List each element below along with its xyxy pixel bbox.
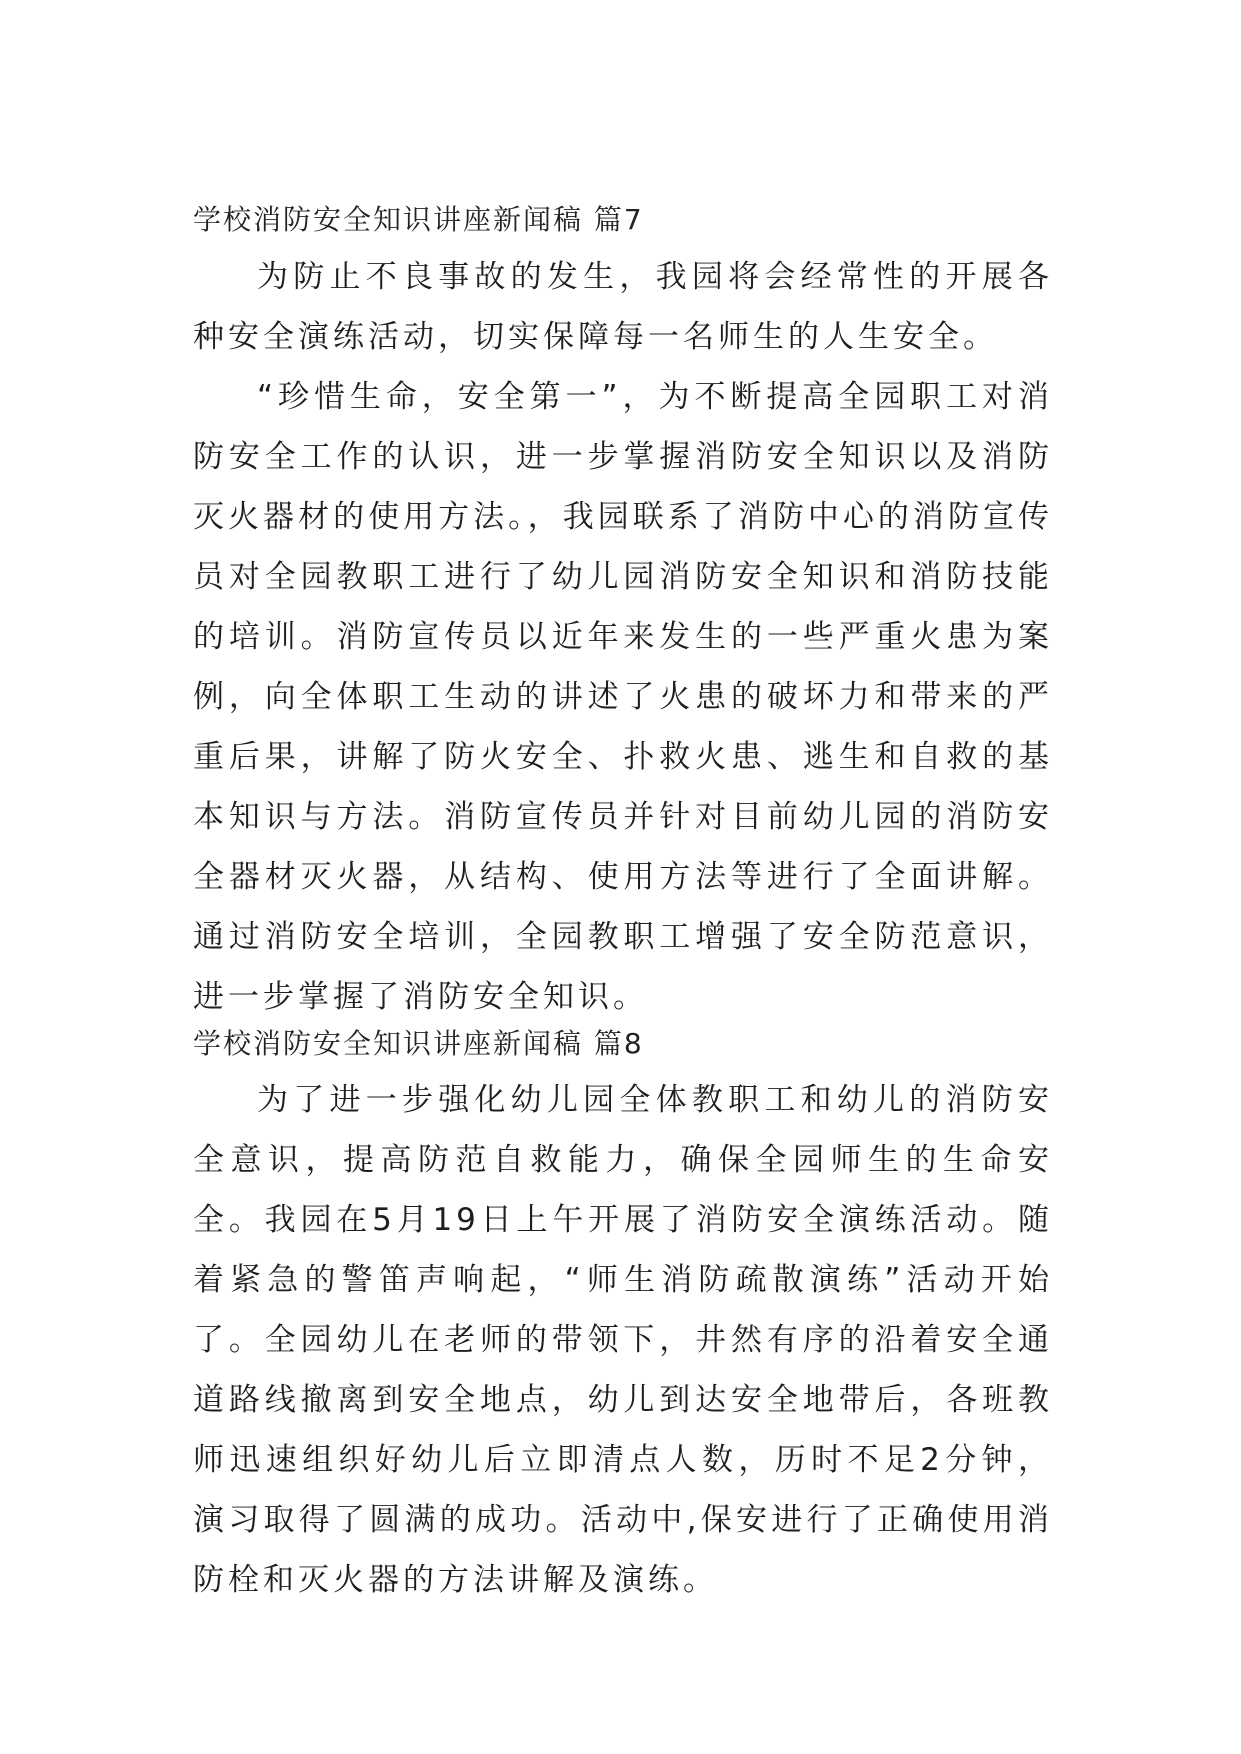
paragraph-7-1: 为防止不良事故的发生，我园将会经常性的开展各种安全演练活动，切实保障每一名师生的人生安全。 xyxy=(193,259,1053,355)
paragraph-8-1: 为了进一步强化幼儿园全体教职工和幼儿的消防安全意识，提高防范自救能力，确保全园师生的生命安全。我园在5月19日上午开展了消防安全演练活动。随着紧急的警笛声响起，“师生消防疏散演练”活动开始了。全园幼儿在老师的带领下，井然有序的沿着安全通道路线撤离到安全地点，幼儿到达安全地带后，各班教师迅速组织好幼儿后立即清点人数，历时不足2分钟，演习取得了圆满的成功。活动中,保安进行了正确使用消防栓和灭火器的方法讲解及演练。 xyxy=(193,1082,1053,1598)
section-heading-7: 学校消防安全知识讲座新闻稿 篇7 xyxy=(193,203,644,236)
section-heading-8: 学校消防安全知识讲座新闻稿 篇8 xyxy=(193,1027,644,1060)
paragraph-7-2: “珍惜生命，安全第一”，为不断提高全园职工对消防安全工作的认识，进一步掌握消防安全知识以及消防灭火器材的使用方法。，我园联系了消防中心的消防宣传员对全园教职工进行了幼儿园消防安全知识和消防技能的培训。消防宣传员以近年来发生的一些严重火患为案例，向全体职工生动的讲述了火患的破坏力和带来的严重后果，讲解了防火安全、扑救火患、逃生和自救的基本知识与方法。消防宣传员并针对目前幼儿园的消防安全器材灭火器，从结构、使用方法等进行了全面讲解。通过消防安全培训，全园教职工增强了安全防范意识，进一步掌握了消防安全知识。 xyxy=(193,379,1053,1015)
